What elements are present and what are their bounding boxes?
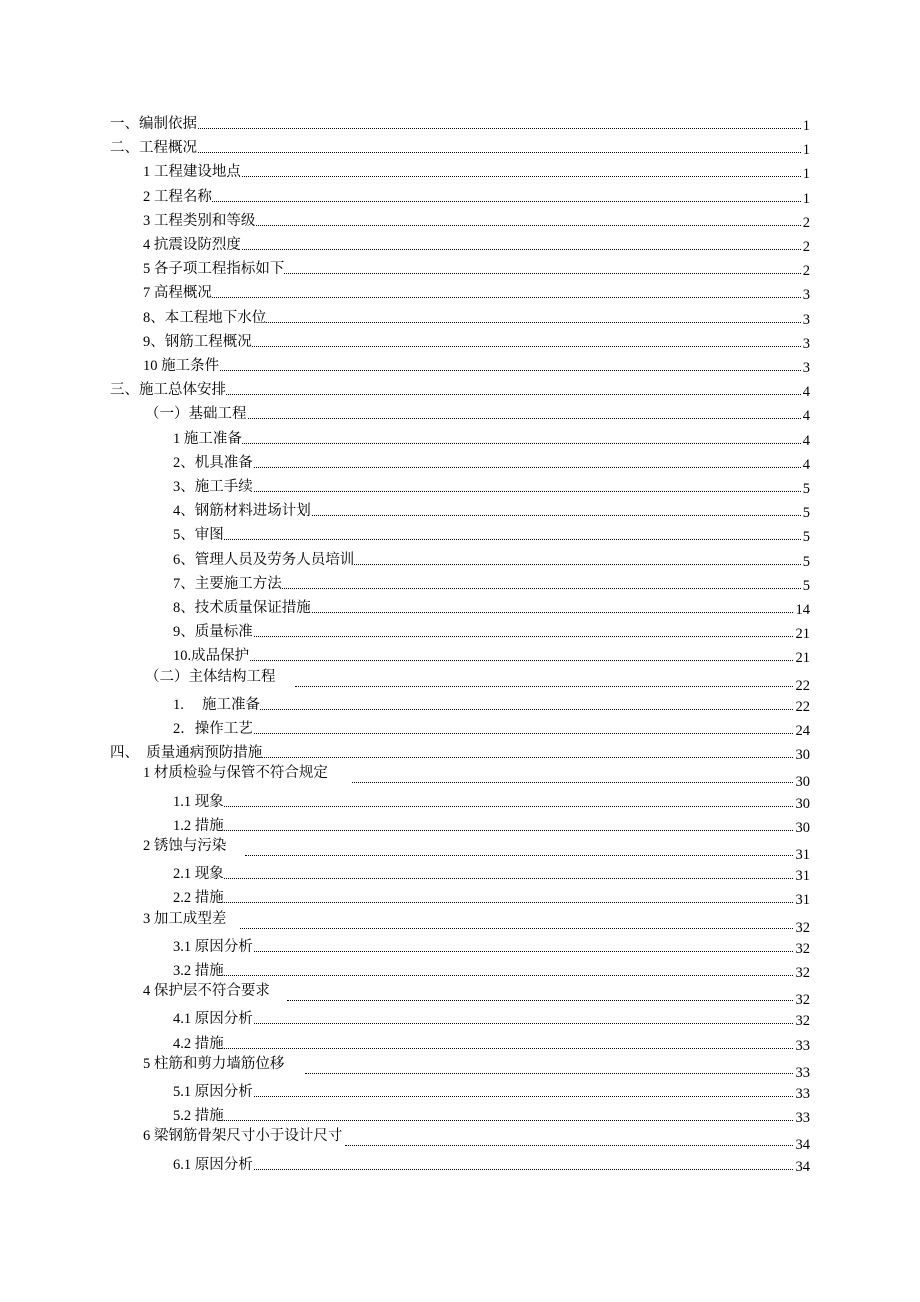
toc-entry[interactable] [0,354,920,376]
toc-entry-page-number: 5 [802,553,810,570]
toc-leader-dots [177,1048,793,1049]
toc-leader-dots [177,806,793,807]
toc-leader-dots [177,636,793,637]
toc-entry-page-number: 32 [795,919,810,936]
toc-entry-page-number: 21 [795,626,810,643]
toc-entry-page-number: 34 [795,1158,810,1175]
toc-entry-title: 1. 施工准备 [173,696,260,713]
toc-entry[interactable] [0,451,920,473]
toc-entry[interactable] [0,910,920,936]
toc-entry[interactable] [0,741,920,763]
toc-entry-page-number: 30 [795,747,810,764]
toc-leader-dots [177,878,793,879]
toc-entry-page-number: 5 [802,481,810,497]
toc-entry-title: （二）主体结构工程 [145,668,276,685]
toc-entry[interactable] [0,1104,920,1126]
toc-entry-title: 5.1 原因分析 [173,1084,253,1100]
toc-entry-title: 10.成品保护 [173,648,250,665]
toc-entry-title: 1 材质检验与保管不符合规定 [143,765,328,782]
toc-entry-page-number: 3 [802,311,810,328]
toc-entry-page-number: 31 [795,868,810,885]
toc-leader-dots [352,782,793,783]
toc-leader-dots [177,467,801,468]
toc-entry-title: 2 锈蚀与污染 [143,838,227,854]
toc-leader-dots [177,1169,793,1170]
toc-entry[interactable] [0,693,920,715]
toc-entry-title: （一）基础工程 [145,406,247,423]
toc-entry[interactable] [0,668,920,694]
toc-entry-page-number: 22 [795,698,810,715]
toc-leader-dots [177,1120,793,1121]
toc-leader-dots [245,855,793,856]
toc-entry-page-number: 4 [802,456,810,473]
toc-entry-page-number: 33 [795,1086,810,1102]
toc-entry-title: 一、编制依据 [110,116,197,132]
toc-leader-dots [177,539,801,540]
toc-entry[interactable] [0,935,920,957]
toc-entry[interactable] [0,185,920,207]
toc-entry[interactable] [0,378,920,400]
toc-entry-page-number: 1 [802,166,810,183]
toc-entry-title: 7 高程概况 [143,285,212,302]
toc-leader-dots [114,152,801,153]
toc-entry-title: 3.2 措施 [173,963,224,979]
toc-entry[interactable] [0,1128,920,1154]
toc-entry-page-number: 31 [795,847,810,863]
toc-entry[interactable] [0,548,920,570]
toc-entry[interactable] [0,1080,920,1102]
toc-entry[interactable] [0,136,920,158]
toc-entry[interactable] [0,281,920,303]
toc-entry-page-number: 5 [802,577,810,594]
toc-entry-page-number: 4 [802,408,810,425]
toc-entry-title: 9、质量标准 [173,624,253,641]
toc-entry-page-number: 3 [802,335,810,352]
toc-leader-dots [177,491,801,492]
toc-leader-dots [147,201,801,202]
toc-entry[interactable] [0,475,920,497]
toc-entry-page-number: 30 [795,795,810,812]
toc-entry-page-number: 2 [802,263,810,280]
toc-entry-title: 4 抗震设防烈度 [143,237,241,253]
toc-leader-dots [177,1023,793,1024]
toc-leader-dots [147,249,801,250]
toc-entry[interactable] [0,620,920,642]
toc-leader-dots [147,370,801,371]
toc-entry[interactable] [0,814,920,836]
toc-entry-title: 4 保护层不符合要求 [143,983,270,1000]
toc-leader-dots [305,1073,793,1074]
toc-leader-dots [177,975,793,976]
toc-entry[interactable] [0,765,920,791]
toc-entry-page-number: 32 [795,940,810,957]
toc-entry-page-number: 32 [795,992,810,1009]
toc-leader-dots [177,951,793,952]
toc-entry-title: 2.1 现象 [173,866,224,883]
toc-entry-page-number: 1 [802,118,810,134]
toc-entry-title: 4.1 原因分析 [173,1011,253,1028]
toc-entry-page-number: 32 [795,965,810,981]
toc-entry-title: 3.1 原因分析 [173,938,253,955]
toc-entry-title: 4.2 措施 [173,1035,224,1052]
toc-leader-dots [114,128,801,129]
toc-entry-title: 1.2 措施 [173,817,224,834]
toc-entry[interactable] [0,717,920,739]
toc-entry[interactable] [0,790,920,812]
toc-entry-title: 5.2 措施 [173,1108,224,1125]
toc-entry-page-number: 4 [802,384,810,401]
toc-entry-page-number: 3 [802,287,810,304]
toc-leader-dots [177,733,793,734]
toc-leader-dots [147,176,801,177]
toc-entry-page-number: 2 [802,214,810,231]
toc-entry[interactable] [0,499,920,521]
toc-entry-page-number: 21 [795,650,810,667]
toc-entry-page-number: 30 [795,819,810,836]
toc-entry[interactable] [0,1153,920,1175]
toc-entry-title: 1 工程建设地点 [143,164,241,181]
toc-leader-dots [147,297,801,298]
toc-entry[interactable] [0,160,920,182]
toc-entry-page-number: 31 [795,892,810,909]
toc-entry-title: 10 施工条件 [143,358,220,374]
toc-entry-title: 8、技术质量保证措施 [173,600,311,616]
toc-entry[interactable] [0,330,920,352]
toc-leader-dots [177,443,801,444]
toc-entry-title: 6.1 原因分析 [173,1156,253,1173]
toc-entry[interactable] [0,572,920,594]
toc-leader-dots [177,902,793,903]
toc-entry[interactable] [0,306,920,328]
toc-entry-title: 8、本工程地下水位 [143,309,267,326]
toc-entry-page-number: 22 [795,677,810,694]
toc-entry[interactable] [0,1055,920,1081]
toc-entry-title: 1 施工准备 [173,430,242,447]
toc-entry[interactable] [0,838,920,863]
toc-entry-page-number: 1 [802,190,810,207]
toc-entry-title: 5 柱筋和剪力墙筋位移 [143,1055,285,1072]
toc-entry-title: 三、施工总体安排 [110,382,226,399]
toc-entry-title: 2．操作工艺 [173,721,253,737]
toc-entry[interactable] [0,523,920,545]
toc-entry-page-number: 1 [802,142,810,159]
toc-leader-dots [177,660,793,661]
toc-entry-title: 6 梁钢筋骨架尺寸小于设计尺寸 [143,1128,343,1145]
toc-entry[interactable] [0,209,920,231]
toc-entry-title: 5、审图 [173,527,224,544]
toc-entry-page-number: 5 [802,529,810,546]
toc-leader-dots [240,928,793,929]
toc-entry-title: 3、施工手续 [173,479,253,495]
toc-entry-title: 4、钢筋材料进场计划 [173,503,311,520]
toc-leader-dots [295,686,793,687]
toc-entry-page-number: 4 [802,432,810,449]
toc-entry-title: 2 工程名称 [143,188,212,205]
toc-entry-page-number: 32 [795,1013,810,1030]
toc-entry-page-number: 33 [795,1110,810,1127]
toc-entry[interactable] [0,233,920,255]
toc-entry-title: 1.1 现象 [173,793,224,810]
toc-entry-page-number: 3 [802,360,810,376]
toc-entry-page-number: 24 [795,723,810,739]
toc-entry-title: 5 各子项工程指标如下 [143,261,285,278]
toc-entry[interactable] [0,1007,920,1029]
toc-entry[interactable] [0,257,920,279]
toc-entry-title: 2、机具准备 [173,454,253,471]
toc-entry[interactable] [0,886,920,908]
toc-leader-dots [345,1145,793,1146]
toc-leader-dots [287,1000,793,1001]
toc-entry-page-number: 14 [795,602,810,618]
toc-entry[interactable] [0,1032,920,1054]
toc-entry[interactable] [0,402,920,424]
toc-entry-page-number: 30 [795,774,810,791]
toc-entry-title: 二、工程概况 [110,140,197,157]
toc-entry[interactable] [0,644,920,666]
toc-entry-title: 6、管理人员及劳务人员培训 [173,551,355,568]
toc-entry-title: 3 加工成型差 [143,910,227,927]
toc-entry-title: 2.2 措施 [173,890,224,907]
toc-entry-page-number: 33 [795,1064,810,1081]
toc-entry-page-number: 5 [802,505,810,522]
toc-entry-title: 四、 质量通病预防措施 [110,745,263,762]
toc-entry-title: 7、主要施工方法 [173,575,282,592]
toc-entry[interactable] [0,112,920,134]
toc-entry[interactable] [0,596,920,618]
toc-entry[interactable] [0,427,920,449]
toc-entry-page-number: 2 [802,239,810,255]
toc-entry[interactable] [0,862,920,884]
toc-entry-title: 9、钢筋工程概况 [143,333,252,350]
toc-leader-dots [177,1096,793,1097]
toc-entry[interactable] [0,983,920,1009]
toc-leader-dots [177,830,793,831]
toc-leader-dots [177,709,793,710]
toc-entry[interactable] [0,959,920,981]
toc-entry-page-number: 33 [795,1037,810,1054]
toc-entry-title: 3 工程类别和等级 [143,212,256,229]
toc-entry-page-number: 34 [795,1137,810,1154]
